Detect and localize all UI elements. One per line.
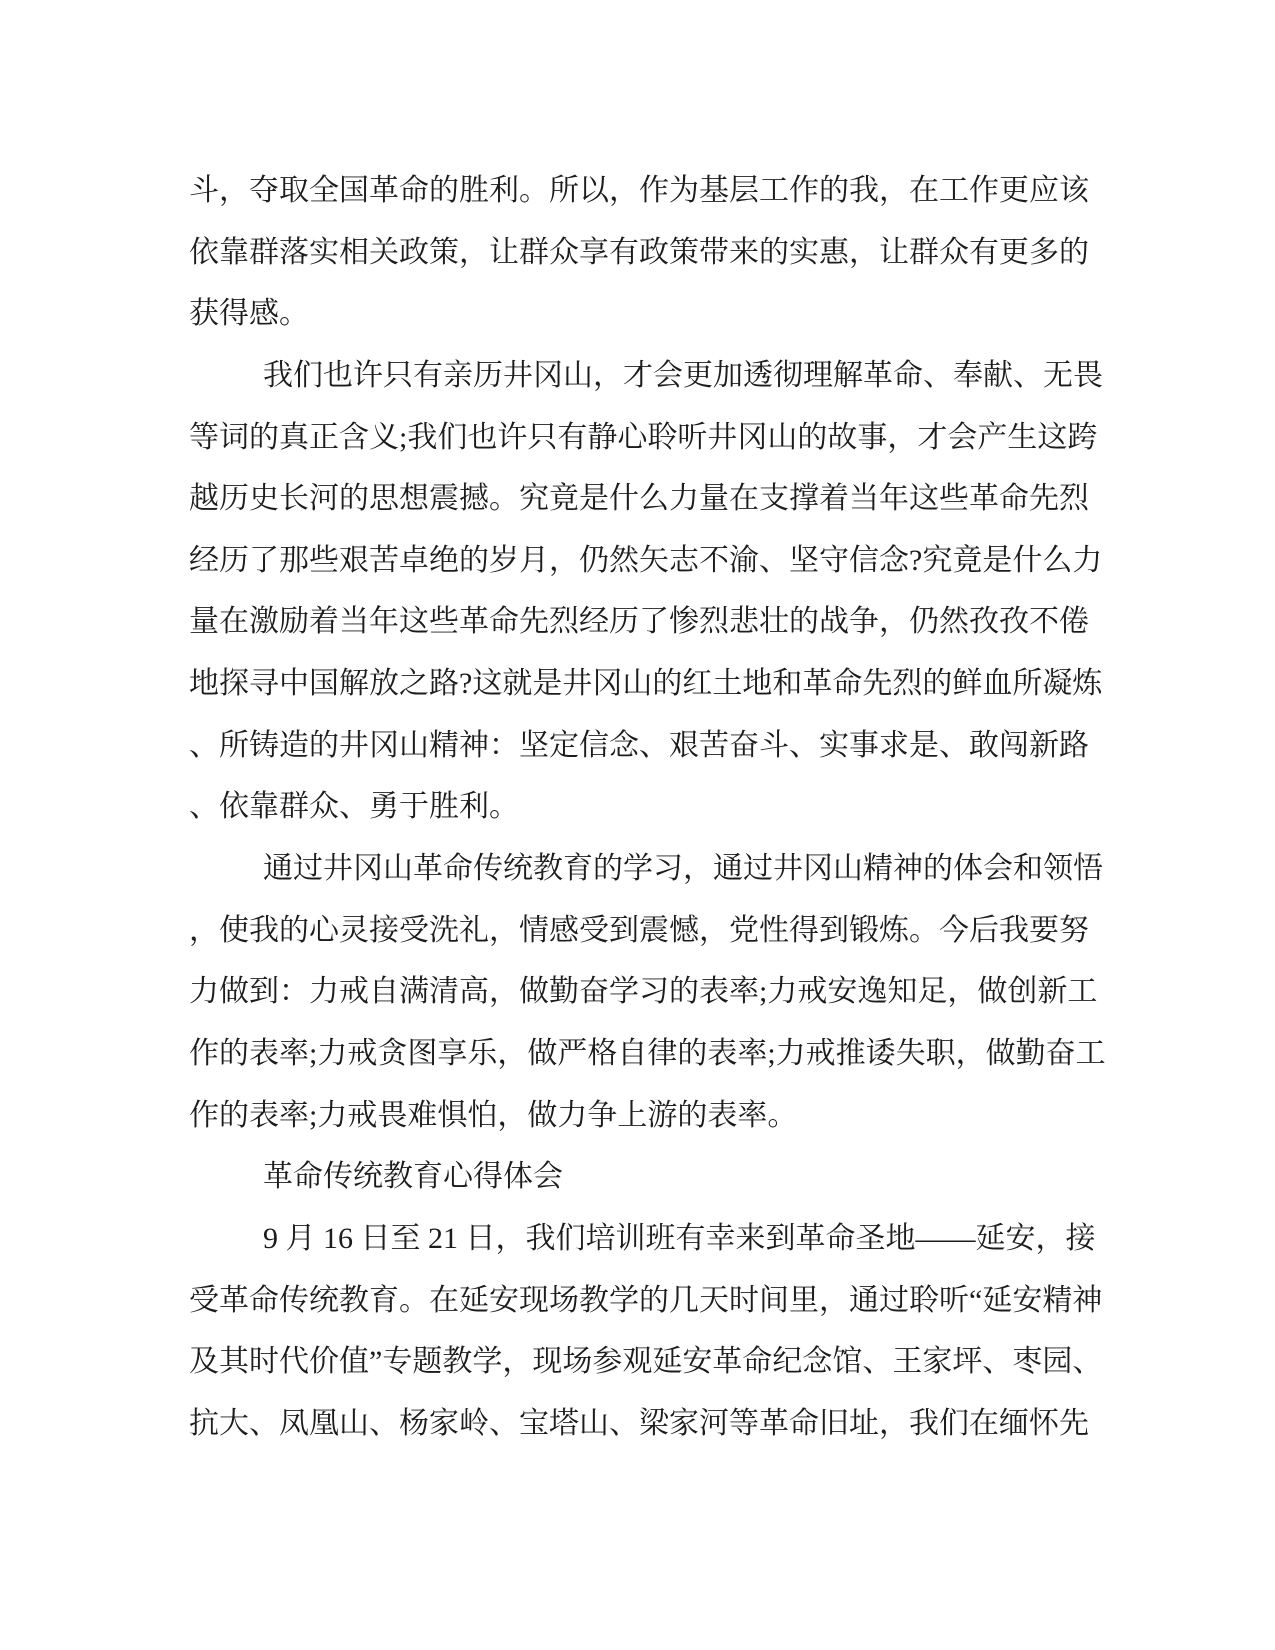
text-line: 越历史长河的思想震撼。究竟是什么力量在支撑着当年这些革命先烈 bbox=[189, 482, 1089, 516]
text-line: 抗大、凤凰山、杨家岭、宝塔山、梁家河等革命旧址，我们在缅怀先 bbox=[189, 1406, 1089, 1440]
text-line: 我们也许只有亲历井冈山，才会更加透彻理解革命、奉献、无畏 bbox=[263, 358, 1103, 392]
text-line: 作的表率;力戒畏难惧怕，做力争上游的表率。 bbox=[189, 1098, 798, 1132]
text-line: 量在激励着当年这些革命先烈经历了惨烈悲壮的战争，仍然孜孜不倦 bbox=[189, 605, 1089, 639]
text-line: 等词的真正含义;我们也许只有静心聆听井冈山的故事，才会产生这跨 bbox=[189, 420, 1098, 454]
text-line: 获得感。 bbox=[189, 297, 309, 331]
text-line: 9 月 16 日至 21 日，我们培训班有幸来到革命圣地——延安，接 bbox=[263, 1221, 1096, 1255]
text-line: 力做到：力戒自满清高，做勤奋学习的表率;力戒安逸知足，做创新工 bbox=[189, 975, 1098, 1009]
text-line: 及其时代价值”专题教学，现场参观延安革命纪念馆、王家坪、枣园、 bbox=[189, 1345, 1103, 1379]
text-line: 经历了那些艰苦卓绝的岁月，仍然矢志不渝、坚守信念?究竟是什么力 bbox=[189, 543, 1103, 577]
text-line: ，使我的心灵接受洗礼，情感受到震憾，党性得到锻炼。今后我要努 bbox=[189, 913, 1089, 947]
text-line: 作的表率;力戒贪图享乐，做严格自律的表率;力戒推诿失职，做勤奋工 bbox=[189, 1036, 1106, 1070]
text-line: 受革命传统教育。在延安现场教学的几天时间里，通过聆听“延安精神 bbox=[189, 1283, 1103, 1317]
text-line: 依靠群落实相关政策，让群众享有政策带来的实惠，让群众有更多的 bbox=[189, 235, 1089, 269]
section-heading-line: 革命传统教育心得体会 bbox=[263, 1160, 563, 1194]
text-line: 、依靠群众、勇于胜利。 bbox=[189, 790, 519, 824]
text-line: 通过井冈山革命传统教育的学习，通过井冈山精神的体会和领悟 bbox=[263, 852, 1103, 886]
text-block bbox=[189, 160, 1106, 1454]
text-line: 斗，夺取全国革命的胜利。所以，作为基层工作的我，在工作更应该 bbox=[189, 174, 1089, 207]
text-line: 、所铸造的井冈山精神：坚定信念、艰苦奋斗、实事求是、敢闯新路 bbox=[189, 728, 1089, 762]
text-line: 地探寻中国解放之路?这就是井冈山的红土地和革命先烈的鲜血所凝炼 bbox=[189, 667, 1103, 701]
